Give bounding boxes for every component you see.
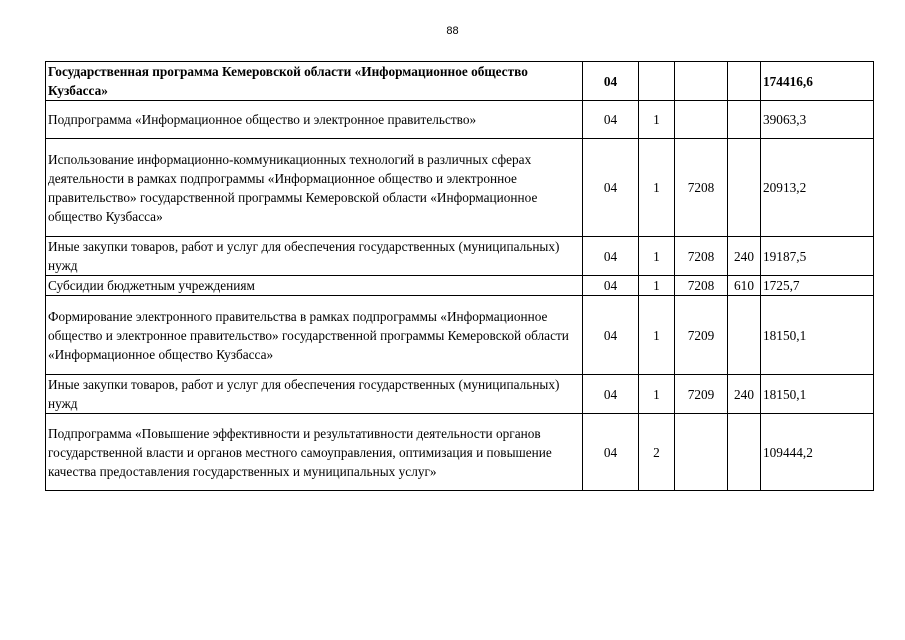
row-article: 7209: [675, 296, 728, 375]
row-expense-type: 240: [728, 375, 761, 414]
row-expense-type: 610: [728, 276, 761, 296]
table-row: [46, 237, 874, 276]
row-article: [675, 414, 728, 491]
row-section: 04: [583, 276, 639, 296]
budget-table: [45, 61, 874, 491]
page-number: 88: [446, 25, 459, 37]
row-subprogram: 1: [639, 139, 675, 237]
row-subprogram: 2: [639, 414, 675, 491]
table-row: [46, 62, 874, 101]
table-row: [46, 296, 874, 375]
row-section: 04: [583, 375, 639, 414]
row-subprogram: 1: [639, 237, 675, 276]
row-name: Иные закупки товаров, работ и услуг для обеспечения государственных (муниципальных) нужд: [46, 237, 583, 276]
table-row: [46, 276, 874, 296]
row-amount: 39063,3: [761, 101, 874, 139]
row-section: 04: [583, 62, 639, 101]
row-amount: 18150,1: [761, 296, 874, 375]
table-row: [46, 375, 874, 414]
row-section: 04: [583, 237, 639, 276]
row-name: Формирование электронного правительства в рамках подпрограммы «Информационное общество и электронное правительство» государственной программы Кемеровской области «Информационное общество Кузбасса»: [46, 296, 583, 375]
row-section: 04: [583, 296, 639, 375]
row-section: 04: [583, 414, 639, 491]
row-article: 7208: [675, 276, 728, 296]
row-expense-type: [728, 296, 761, 375]
row-subprogram: 1: [639, 296, 675, 375]
row-expense-type: [728, 414, 761, 491]
row-amount: 20913,2: [761, 139, 874, 237]
row-amount: 109444,2: [761, 414, 874, 491]
row-article: [675, 101, 728, 139]
row-subprogram: [639, 62, 675, 101]
row-name: Использование информационно-коммуникационных технологий в различных сферах деятельности в рамках подпрограммы «Информационное общество и электронное правительство» государственной программы Кемеровской области «Информационное общество Кузбасса»: [46, 139, 583, 237]
row-article: 7209: [675, 375, 728, 414]
row-name: Подпрограмма «Информационное общество и электронное правительство»: [46, 101, 583, 139]
row-section: 04: [583, 139, 639, 237]
table-row: [46, 414, 874, 491]
row-name: Иные закупки товаров, работ и услуг для обеспечения государственных (муниципальных) нужд: [46, 375, 583, 414]
row-subprogram: 1: [639, 276, 675, 296]
table-row: [46, 101, 874, 139]
row-amount: 19187,5: [761, 237, 874, 276]
row-name: Подпрограмма «Повышение эффективности и результативности деятельности органов государственной власти и органов местного самоуправления, оптимизация и повышение качества предоставления государственных и муниципальных услуг»: [46, 414, 583, 491]
row-expense-type: [728, 101, 761, 139]
row-subprogram: 1: [639, 375, 675, 414]
row-subprogram: 1: [639, 101, 675, 139]
row-name: Субсидии бюджетным учреждениям: [46, 276, 583, 296]
row-amount: 1725,7: [761, 276, 874, 296]
row-name: Государственная программа Кемеровской области «Информационное общество Кузбасса»: [46, 62, 583, 101]
row-expense-type: [728, 62, 761, 101]
row-section: 04: [583, 101, 639, 139]
row-article: [675, 62, 728, 101]
row-amount: 174416,6: [761, 62, 874, 101]
row-article: 7208: [675, 139, 728, 237]
table-row: [46, 139, 874, 237]
row-amount: 18150,1: [761, 375, 874, 414]
row-article: 7208: [675, 237, 728, 276]
row-expense-type: 240: [728, 237, 761, 276]
row-expense-type: [728, 139, 761, 237]
